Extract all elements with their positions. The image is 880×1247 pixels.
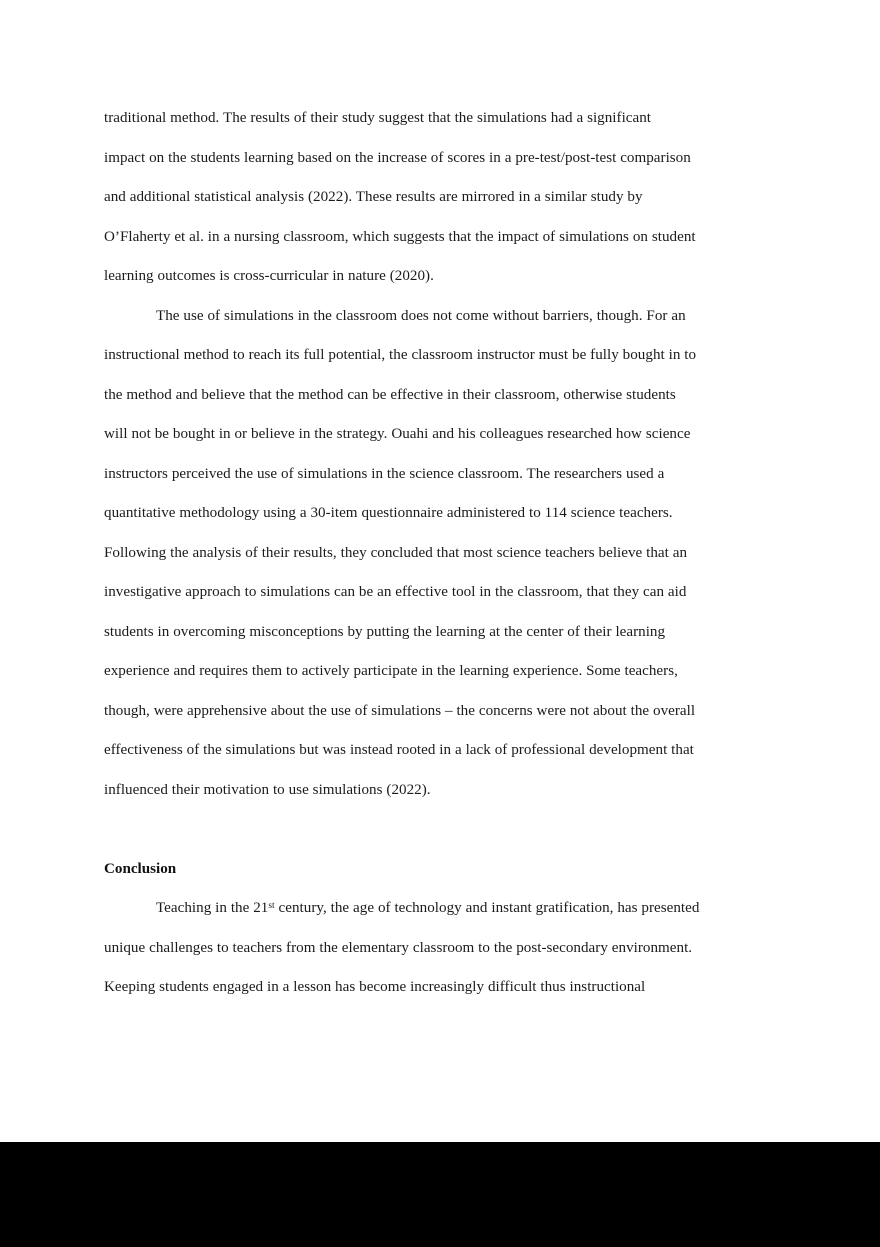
document-body [104, 99, 780, 1008]
paragraph-line: Following the analysis of their results, they concluded that most science teachers believe that an [104, 544, 688, 561]
paragraph-line-first-indented [104, 297, 780, 337]
paragraph-line-text: The use of simulations in the classroom does not come without barriers, though. For an [156, 307, 686, 324]
paragraph-spacer [104, 810, 780, 850]
paragraph-line: unique challenges to teachers from the elementary classroom to the post-secondary environment. [104, 939, 693, 956]
paragraph-line: quantitative methodology using a 30-item questionnaire administered to 114 science teachers. [104, 505, 673, 521]
paragraph-conclusion [104, 889, 780, 1008]
paragraph-line-text-prefix: Teaching in the 21 [156, 900, 269, 916]
paragraph-line: will not be bought in or believe in the strategy. Ouahi and his colleagues researched how science [104, 426, 691, 442]
paragraph-line: and additional statistical analysis (2022). These results are mirrored in a similar study by [104, 189, 643, 205]
paragraph-line: though, were apprehensive about the use of simulations – the concerns were not about the overall [104, 702, 696, 719]
paragraph-line: instructional method to reach its full potential, the classroom instructor must be fully bought in to [104, 347, 697, 363]
page-bottom-black-bar [0, 1142, 880, 1247]
paragraph-line: learning outcomes is cross-curricular in nature (2020). [104, 268, 434, 284]
paragraph-line: students in overcoming misconceptions by putting the learning at the center of their learning [104, 623, 666, 640]
paragraph-line: the method and believe that the method can be effective in their classroom, otherwise students [104, 386, 676, 403]
paragraph-line: Keeping students engaged in a lesson has become increasingly difficult thus instructional [104, 979, 646, 995]
paragraph-line: experience and requires them to actively participate in the learning experience. Some teachers, [104, 663, 678, 679]
paragraph-line: instructors perceived the use of simulations in the science classroom. The researchers used a [104, 465, 665, 482]
paragraph-line: impact on the students learning based on the increase of scores in a pre-test/post-test comparison [104, 149, 691, 166]
paragraph-line-first-indented [104, 889, 780, 929]
paragraph-line: investigative approach to simulations can be an effective tool in the classroom, that they can aid [104, 584, 687, 600]
section-heading-conclusion: Conclusion [104, 860, 177, 877]
paragraph-barriers-to-simulations [104, 297, 780, 811]
ordinal-superscript: st [268, 900, 275, 911]
paragraph-line: O’Flaherty et al. in a nursing classroom, which suggests that the impact of simulations on student [104, 228, 696, 245]
paragraph-line: influenced their motivation to use simulations (2022). [104, 781, 431, 798]
paragraph-line-text-suffix: century, the age of technology and instant gratification, has presented [274, 900, 700, 916]
paragraph-line: traditional method. The results of their study suggest that the simulations had a significant [104, 110, 651, 126]
paragraph-continued-from-previous-page [104, 99, 780, 297]
paragraph-line: effectiveness of the simulations but was instead rooted in a lack of professional development that [104, 742, 694, 758]
